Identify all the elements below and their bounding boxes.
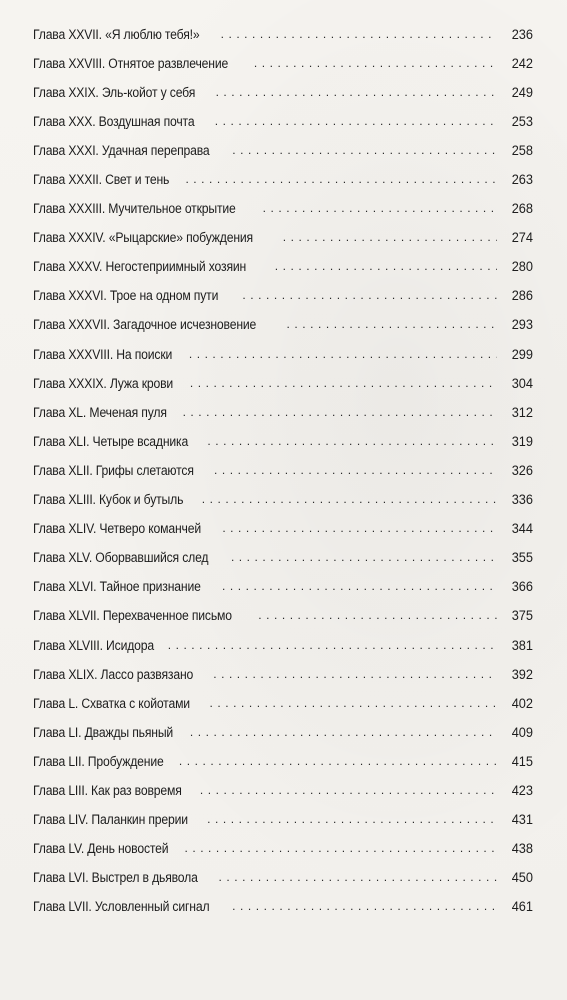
- toc-entry: [33, 689, 533, 718]
- dot-leader: [207, 815, 497, 829]
- page-number: 415: [511, 753, 533, 770]
- dot-leader: [215, 117, 497, 131]
- dot-leader: [214, 466, 497, 480]
- chapter-title: Глава XXX. Воздушная почта: [33, 113, 195, 130]
- page-number: 268: [511, 201, 533, 218]
- toc-entry: [33, 253, 533, 282]
- dot-leader: [179, 757, 497, 771]
- page-number: 402: [511, 695, 533, 712]
- toc-entry: [33, 776, 533, 805]
- toc-entry: [33, 515, 533, 544]
- dot-leader: [190, 728, 497, 742]
- toc-entry: [33, 835, 533, 864]
- page-number: 381: [511, 637, 533, 654]
- chapter-title: Глава LIII. Как раз вовремя: [33, 782, 182, 799]
- toc-entry: [33, 195, 533, 224]
- toc-entry: [33, 340, 533, 369]
- dot-leader: [207, 437, 497, 451]
- dot-leader: [222, 524, 497, 538]
- toc-entry: [33, 573, 533, 602]
- dot-leader: [258, 611, 497, 625]
- toc-entry: [33, 544, 533, 573]
- chapter-title: Глава XLVII. Перехваченное письмо: [33, 608, 232, 625]
- dot-leader: [263, 204, 497, 218]
- dot-leader: [216, 88, 497, 102]
- chapter-title: Глава LI. Дважды пьяный: [33, 724, 174, 741]
- dot-leader: [184, 844, 497, 858]
- toc-entry: [33, 224, 533, 253]
- dot-leader: [185, 175, 497, 189]
- dot-leader: [232, 902, 497, 916]
- dot-leader: [183, 408, 497, 422]
- chapter-title: Глава XXXIX. Лужа крови: [33, 375, 174, 392]
- chapter-title: Глава LVI. Выстрел в дьявола: [33, 870, 198, 887]
- dot-leader: [231, 553, 497, 567]
- chapter-title: Глава LV. День новостей: [33, 841, 169, 858]
- dot-leader: [168, 641, 497, 655]
- page-number: 366: [511, 579, 533, 596]
- page-number: 236: [511, 26, 533, 43]
- dot-leader: [286, 320, 497, 334]
- page-number: 423: [511, 782, 533, 799]
- toc-entry: [33, 427, 533, 456]
- chapter-title: Глава LII. Пробуждение: [33, 753, 164, 770]
- toc-entry: [33, 602, 533, 631]
- toc-entry: [33, 282, 533, 311]
- chapter-title: Глава LIV. Паланкин прерии: [33, 812, 188, 829]
- toc-entry: [33, 311, 533, 340]
- chapter-title: Глава XLIII. Кубок и бутыль: [33, 492, 184, 509]
- chapter-title: Глава XLII. Грифы слетаются: [33, 462, 194, 479]
- toc-entry: [33, 893, 533, 922]
- toc-entry: [33, 398, 533, 427]
- page-number: 438: [511, 841, 533, 858]
- chapter-title: Глава XXXIV. «Рыцарские» побуждения: [33, 230, 253, 247]
- page-number: 336: [511, 492, 533, 509]
- chapter-title: Глава XLIV. Четверо команчей: [33, 521, 201, 538]
- toc-entry: [33, 20, 533, 49]
- chapter-title: Глава XLVI. Тайное признание: [33, 579, 201, 596]
- toc-entry: [33, 806, 533, 835]
- chapter-title: Глава XXXIII. Мучительное открытие: [33, 201, 236, 218]
- chapter-title: Глава XXXVIII. На поиски: [33, 346, 173, 363]
- chapter-title: Глава XXXV. Негостеприимный хозяин: [33, 259, 247, 276]
- dot-leader: [200, 786, 497, 800]
- chapter-title: Глава XXIX. Эль-койот у себя: [33, 84, 196, 101]
- toc-entry: [33, 718, 533, 747]
- page-number: 344: [511, 521, 533, 538]
- dot-leader: [210, 699, 498, 713]
- page-number: 450: [511, 870, 533, 887]
- toc-entry: [33, 136, 533, 165]
- page-number: 280: [511, 259, 533, 276]
- page-number: 293: [511, 317, 533, 334]
- toc-entry: [33, 49, 533, 78]
- page-number: 355: [511, 550, 533, 567]
- page-number: 409: [511, 724, 533, 741]
- table-of-contents: [33, 20, 533, 922]
- toc-entry: [33, 369, 533, 398]
- page-number: 375: [511, 608, 533, 625]
- page-number: 286: [511, 288, 533, 305]
- page-number: 431: [511, 812, 533, 829]
- chapter-title: Глава XLVIII. Исидора: [33, 637, 155, 654]
- toc-entry: [33, 486, 533, 515]
- page-number: 461: [511, 899, 533, 916]
- toc-entry: [33, 631, 533, 660]
- chapter-title: Глава LVII. Условленный сигнал: [33, 899, 210, 916]
- dot-leader: [221, 30, 497, 44]
- page-number: 312: [511, 404, 533, 421]
- dot-leader: [242, 291, 497, 305]
- chapter-title: Глава XL. Меченая пуля: [33, 404, 167, 421]
- page-number: 242: [511, 55, 533, 72]
- chapter-title: Глава XXVIII. Отнятое развлечение: [33, 55, 229, 72]
- page-number: 319: [511, 433, 533, 450]
- toc-entry: [33, 660, 533, 689]
- dot-leader: [219, 873, 497, 887]
- dot-leader: [222, 582, 497, 596]
- toc-entry: [33, 78, 533, 107]
- toc-entry: [33, 747, 533, 776]
- dot-leader: [254, 59, 497, 73]
- page-number: 326: [511, 462, 533, 479]
- page-number: 304: [511, 375, 533, 392]
- dot-leader: [283, 233, 497, 247]
- chapter-title: Глава XLIX. Лассо развязано: [33, 666, 194, 683]
- page-number: 274: [511, 230, 533, 247]
- dot-leader: [232, 146, 497, 160]
- page-number: 253: [511, 113, 533, 130]
- dot-leader: [213, 670, 497, 684]
- page-number: 392: [511, 666, 533, 683]
- chapter-title: Глава XXXI. Удачная переправа: [33, 142, 210, 159]
- toc-entry: [33, 456, 533, 485]
- page-number: 249: [511, 84, 533, 101]
- page-number: 299: [511, 346, 533, 363]
- dot-leader: [202, 495, 497, 509]
- dot-leader: [190, 379, 497, 393]
- chapter-title: Глава XXVII. «Я люблю тебя!»: [33, 26, 200, 43]
- toc-entry: [33, 165, 533, 194]
- chapter-title: Глава L. Схватка с койотами: [33, 695, 190, 712]
- toc-entry: [33, 864, 533, 893]
- page-number: 258: [511, 142, 533, 159]
- dot-leader: [189, 350, 497, 364]
- chapter-title: Глава XLI. Четыре всадника: [33, 433, 189, 450]
- dot-leader: [275, 262, 497, 276]
- chapter-title: Глава XXXVI. Трое на одном пути: [33, 288, 219, 305]
- chapter-title: Глава XXXII. Свет и тень: [33, 172, 170, 189]
- toc-entry: [33, 107, 533, 136]
- chapter-title: Глава XXXVII. Загадочное исчезновение: [33, 317, 257, 334]
- chapter-title: Глава XLV. Оборвавшийся след: [33, 550, 209, 567]
- page-number: 263: [511, 172, 533, 189]
